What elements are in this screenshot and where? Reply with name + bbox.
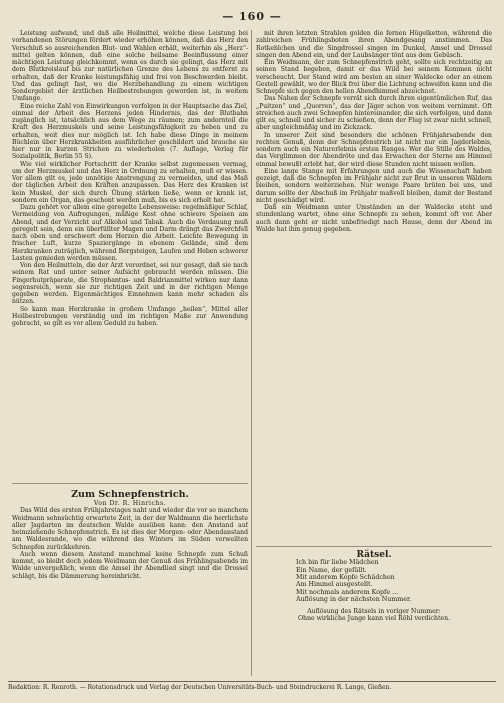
article-paragraph: Ein Weidmann, der zum Schnepfenstrich geht, sollte sich rechtzeitig an seinen Stand begeben, damit er das Wild bei seinem Kommen nicht verscheucht. Der Stand wird am besten an einer Waldecke oder an einem Gestell gewählt, wo der Blick frei über die Lichtung schweifen kann und die Schnepfe sich gegen den hellen Abendhimmel abzeichnet. — [256, 59, 492, 95]
article-paragraph: mit ihren letzten Strahlen golden die fernen Hügelketten, während die zahlreichen Frühlingsboten ihren Abendgesang anstimmen. Das Rotkehlchen und die Singdrossel singen im Dunkel, Amsel und Drossel singen den Abend ein, und der Laubsänger tönt aus dem Gebüsch. — [256, 30, 492, 59]
schnepfen-article-continued — [256, 30, 492, 513]
right-column — [256, 30, 492, 676]
article-paragraph: Eine reiche Zahl von Einwirkungen verfolgen in der Hauptsache das Ziel, einmal der Arbeit des Herzens jeden Hindernis, das der Blutbahn zugänglich ist, tatsächlich aus dem Wege zu räumen; zum andernteil die Kraft des Herzmuskels und seine Leistungsfähigkeit zu heben und zu erhalten, weit dies nur möglich ist. Ich habe diese Dinge in meinem Büchlein über Herzkrankheiten ausführlicher geschildert und brauche sie hier nur in kurzen Strichen zu wiederholen (7. Auflage, Verlag für Sozialpolitik, Berlin 55 S). — [12, 102, 248, 161]
column-divider — [251, 30, 252, 676]
footer-divider — [8, 681, 496, 682]
article-paragraph: Dazu gehört vor allem eine geregelte Lebensweise: regelmäßiger Schlaf, Vermeidung von Aufregungen, mäßige Kost ohne schwere Speisen am Abend, und der Verzicht auf Alkohol und Tabak. Auch die Verdauung muß geregelt sein, denn ein überfüllter Magen und Darm drängt das Zwerchfell nach oben und erschwert dem Herzen die Arbeit. Leichte Bewegung in frischer Luft, kurze Spaziergänge in ebenem Gelände, sind dem Herzkranken zuträglich, während Bergsteigen, Laufen und Heben schwerer Lasten gemieden werden müssen. — [12, 204, 248, 262]
page-number: — 160 — — [222, 10, 282, 23]
article-paragraph: Eine lange Stange mit Erfahrungen und auch die Wissenschaft haben gezeigt, daß die Schnepfen im Frühjahr nicht zur Brut in unseren Wäldern bleiben, sondern weiterziehen. Nur wenige Paare brüten bei uns, und darum sollte der Abschuß im Frühjahr maßvoll bleiben, damit der Bestand nicht geschädigt wird. — [256, 167, 492, 204]
imprint-line: Redaktion: R. Renroth. — Rotationsdruck und Verlag der Deutschen Universitäts-Buch- und Steindruckerei R. Lange, Gießen. — [8, 684, 392, 691]
riddle-line: Ich bin für liebe Mädchen — [296, 559, 379, 567]
solution-label: Auflösung des Rätsels in voriger Nummer: — [307, 607, 441, 615]
riddle-line: Mit nochmals anderem Kopfe ... — [296, 588, 399, 596]
article-paragraph: Das Nahen der Schnepfe verrät sich durch ihren eigentümlichen Ruf, das „Puitzen“ und „Quorren“, das der Jäger schon von weitem vernimmt. Oft streichen auch zwei Schnepfen hintereinander, die sich verfolgen, und dann gilt es, schnell und sicher zu schießen, denn der Flug ist zwar nicht schnell, aber ungleichmäßig und im Zickzack. — [256, 95, 492, 132]
article-paragraph: Leistung aufwand, und daß alle Heilmittel, welche diese Leistung bei vorhandenen Störungen fördert wieder erhöhen können, daß das Herz den Verschluß so ausreichenden Blut- und Wahlen erhält, weiterhin als „Herz“-mittel gelten können, daß eine solche heilsame Beeinflussung einer mächtigen Leistung gleichkommt, wenn es durch sie gelingt, das Herz mit dem Blutkreislauf bis zur natürlichen Grenze des Lebens zu entfernt zu erhalten, daß der Kranke leistungsfähig und frei von Beschwerden bleibt. Und das gelingt fast, wo die Herzbehandlung zu einem wichtigen Sondergebiet der ärztlichen Heilbestrebungen geworden ist, in weitem Umfange. — [12, 30, 248, 103]
riddle-line: Mit anderem Kopfe Schädchen — [296, 574, 395, 582]
article-title: Zum Schnepfenstrich. — [71, 489, 189, 500]
riddle-title: Rätsel. — [356, 550, 392, 560]
riddle-line: Ein Name, der gefällt. — [296, 566, 367, 574]
left-column — [12, 30, 248, 676]
riddle-verse — [296, 559, 492, 603]
schnepfen-article — [12, 477, 248, 580]
article-paragraph: Von den Heilmitteln, die der Arzt verordnet, sei nur gesagt, daß sie nach seinem Rat und unter seiner Aufsicht gebraucht werden müssen. Die Fingerhutpräparate, die Strophantus- und Baldrianmittel wirken nur dann segensreich, wenn sie zur richtigen Zeit und in der richtigen Menge gegeben werden. Eigenmächtiges Einnehmen kann mehr schaden als nützen. — [12, 262, 248, 306]
section-divider — [12, 483, 248, 484]
article-paragraph: In unserer Zeit sind besonders die schönen Frühjahrsabende den rechten Genuß, denn der Schnepfenstrich ist nicht nur ein Jagderlebnis, sondern auch ein Naturerlebnis ersten Ranges. Wer die Stille des Waldes, das Verglimmen der Abendröte und das Erwachen der Sterne am Himmel einmal bewußt erlebt hat, der wird diese Stunden nicht missen wollen. — [256, 131, 492, 168]
riddle-solution — [256, 608, 492, 623]
section-divider — [256, 546, 492, 547]
article-paragraph: So kann man Herzkranke in großem Umfange „heilen“, Mittel aller Heilbestrebungen verständig und im richtigen Maße zur Anwendung gebracht, so gilt es vor allem Geduld zu haben. — [12, 305, 248, 327]
riddle-line: Auflösung in der nächsten Nummer. — [296, 596, 412, 604]
solution-answer: Ohne wirkliche Junge kann viel Röhl verdichten. — [297, 615, 451, 623]
article-author: Von Dr. R. Hinrichs. — [93, 500, 167, 507]
article-paragraph: Daß ein Weidmann unter Umständen an der Waldecke steht und stundenlang wartet, ohne eine Schnepfe zu sehen, kommt oft vor. Aber auch dann geht er nicht unbefriedigt nach Hause, denn der Abend im Walde hat ihm genug gegeben. — [256, 204, 492, 233]
article-paragraph: Das Wild des ersten Frühjahrstages naht und wieder die vor so manchem Weidmann sehnsüchtig erwartete Zeit, in der der Waldmann die herrlichste aller Jagdarten im deutschen Walde ausüben kann: den Anstand auf heimziehende Schnepfenstrich. Es ist dies der Morgen- oder Abendanstand am Waldesrande, wo die während des Winters im Süden verweilten Schnepfen zurückkehren. — [12, 507, 248, 551]
riddle-line: Am Himmel ausgestellt. — [296, 581, 373, 589]
article-paragraph: Auch wenn diesem Anstand manchmal keine Schnepfe zum Schuß kommt, so bleibt doch jedem Weidmann der Genuß des Frühlingsabends im Walde unvergeßlich, wenn die Amsel ihr Abendlied singt und die Drossel schlägt, bis die Dämmerung hereinbricht. — [12, 550, 248, 580]
article-paragraph: Wie viel wirklicher Fortschritt der Kranke selbst zugemessen vermag, um der Herzmuskel und das Herz in Ordnung zu erhalten, muß er wissen. Vor allem gilt es, jede unnötige Anstrengung zu vermeiden, und das Maß der täglichen Arbeit den Kräften anzupassen. Das Herz des Kranken ist kein Muskel, der sich durch Übung stärken ließe, wenn er krank ist, sondern ein Organ, das geschont werden muß, bis es sich erholt hat. — [12, 160, 248, 204]
riddle-section — [256, 540, 492, 623]
health-article — [12, 30, 248, 466]
